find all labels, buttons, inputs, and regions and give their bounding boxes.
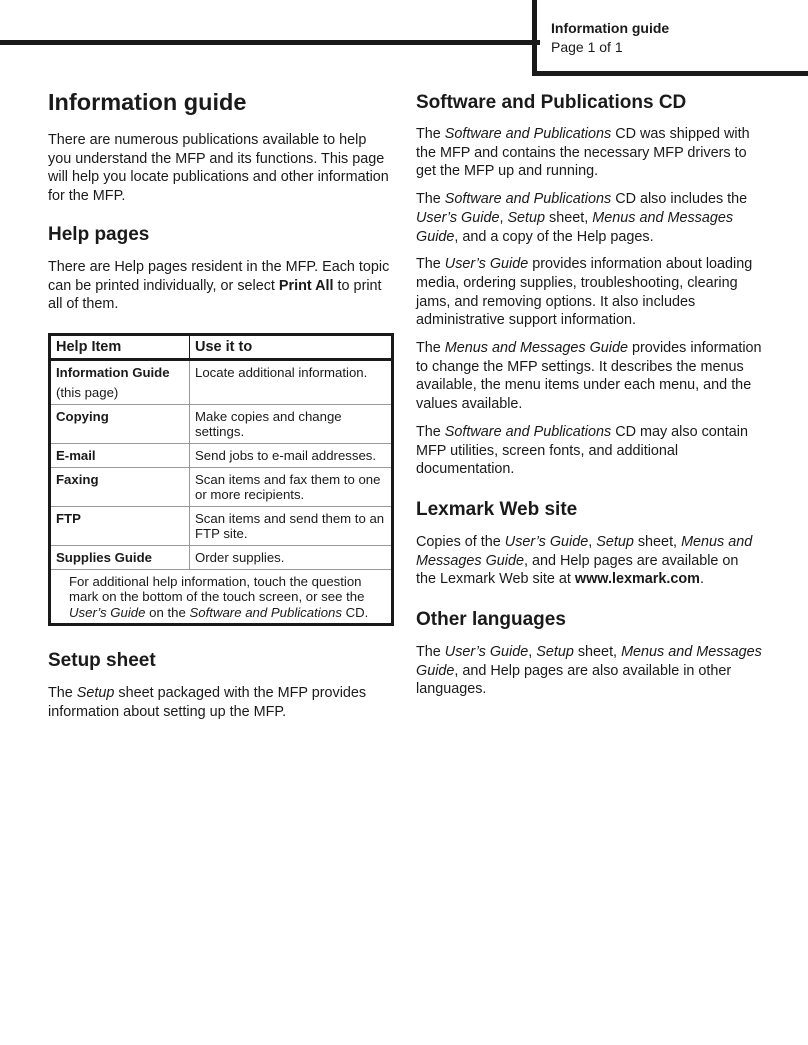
page-title: Information guide	[48, 89, 247, 115]
use-cell: Send jobs to e-mail addresses.	[190, 443, 393, 467]
help-item-cell: Supplies Guide	[50, 545, 190, 569]
setup-sheet-paragraph: The Setup sheet packaged with the MFP provides information about setting up the MFP.	[48, 685, 367, 721]
right-column	[416, 90, 762, 708]
help-item-cell: E-mail	[50, 443, 190, 467]
use-cell: Make copies and change settings.	[190, 404, 393, 443]
table-note: For additional help information, touch the question mark on the bottom of the touch screen, or see the User’s Guide on the Software and Publications CD.	[69, 573, 369, 620]
lexmark-web-site-heading: Lexmark Web site	[416, 498, 578, 520]
table-note-row	[50, 569, 393, 625]
column-header-help-item: Help Item	[50, 334, 190, 359]
table-row	[50, 359, 393, 404]
help-items-table	[48, 333, 394, 627]
use-cell: Scan items and send them to an FTP site.	[190, 506, 393, 545]
other-languages-heading: Other languages	[416, 609, 566, 631]
table-row	[50, 545, 393, 569]
column-header-use-it-to: Use it to	[190, 334, 393, 359]
help-item-cell: Copying	[50, 404, 190, 443]
use-cell: Locate additional information.	[190, 359, 393, 404]
table-row	[50, 506, 393, 545]
cd-paragraph-4: The Menus and Messages Guide provides information to change the MFP settings. It describes the menus available, the menu items under each menu, and the values available.	[416, 340, 762, 413]
software-publications-heading: Software and Publications CD	[416, 92, 687, 113]
page-header	[532, 0, 808, 76]
table-header-row	[50, 334, 393, 359]
page-number: Page 1 of 1	[551, 39, 623, 55]
table-row	[50, 467, 393, 506]
help-pages-heading: Help pages	[48, 223, 150, 245]
table-row	[50, 443, 393, 467]
intro-paragraph: There are numerous publications available to help you understand the MFP and its functions. This page will help you locate publications and other information for the MFP.	[48, 132, 389, 205]
left-column	[48, 86, 393, 731]
cd-paragraph-1: The Software and Publications CD was shipped with the MFP and contains the necessary MFP drivers to get the MFP up and running.	[416, 126, 750, 180]
header-rule	[0, 40, 540, 45]
help-pages-paragraph: There are Help pages resident in the MFP. Each topic can be printed individually, or select Print All to print all of them.	[48, 258, 390, 313]
cd-paragraph-5: The Software and Publications CD may also contain MFP utilities, screen fonts, and additional documentation.	[416, 423, 748, 478]
cd-paragraph-3: The User’s Guide provides information about loading media, ordering supplies, troubleshooting, clearing jams, and removing options. It also includes administrative support information.	[416, 256, 753, 329]
cd-paragraph-2: The Software and Publications CD also includes the User’s Guide, Setup sheet, Menus and Messages Guide, and a copy of the Help pages.	[416, 191, 748, 245]
lexmark-url: www.lexmark.com	[574, 571, 700, 588]
header-title: Information guide	[551, 20, 670, 36]
help-item-cell: Faxing	[50, 467, 190, 506]
table-row	[50, 404, 393, 443]
setup-sheet-heading: Setup sheet	[48, 650, 156, 672]
web-site-paragraph: Copies of the User’s Guide, Setup sheet, Menus and Messages Guide, and Help pages are available on the Lexmark Web site at www.lexmark.com.	[416, 533, 753, 588]
use-cell: Order supplies.	[190, 545, 393, 569]
use-cell: Scan items and fax them to one or more recipients.	[190, 467, 393, 506]
print-all-label: Print All	[278, 277, 334, 294]
languages-paragraph: The User’s Guide, Setup sheet, Menus and Messages Guide, and Help pages are also available in other languages.	[416, 644, 762, 698]
help-item-cell: FTP	[50, 506, 190, 545]
help-item-cell: Information Guide (this page)	[50, 359, 190, 404]
